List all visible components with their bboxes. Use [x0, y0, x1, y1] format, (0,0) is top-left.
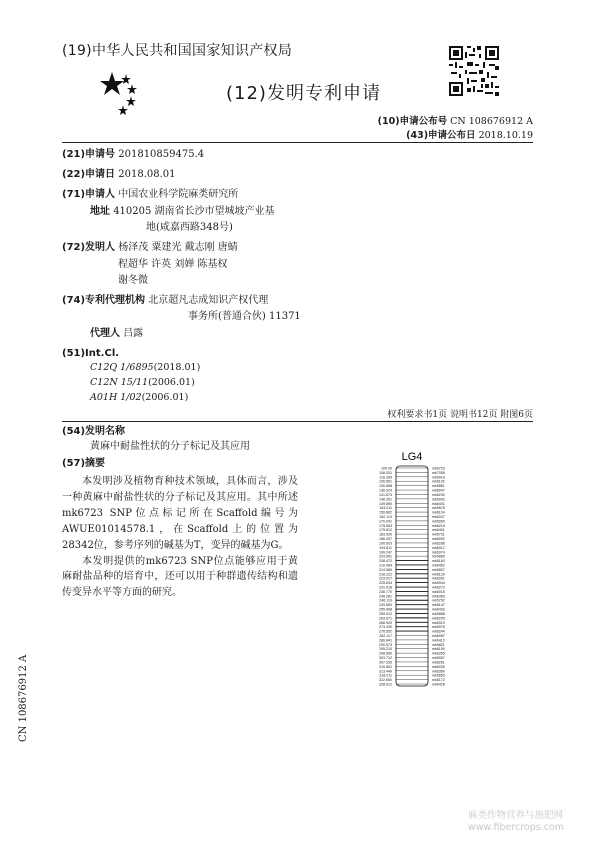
abstract-body — [62, 474, 298, 601]
address-field — [90, 205, 275, 218]
marker-position-label: 307.935 — [379, 660, 392, 665]
intcl-code: C12Q 1/6895 — [90, 362, 154, 373]
marker-position-label: 249.563 — [379, 603, 392, 608]
marker-position-label: 183.020 — [379, 532, 392, 537]
intcl-year: (2006.01) — [141, 392, 189, 403]
publication-date-row — [406, 127, 533, 141]
marker-position-label: 263.671 — [379, 616, 392, 621]
marker-position-label: 153.011 — [379, 506, 392, 511]
marker-position-label: 208.472 — [379, 559, 392, 564]
marker-position-label: 175.553 — [379, 523, 392, 528]
marker-name-label: mk6205 — [432, 616, 445, 621]
marker-name-label: mk6374 — [432, 550, 445, 555]
page-count-summary: 权利要求书1页 说明书12页 附图6页 — [387, 410, 533, 420]
marker-position-label: 236.770 — [379, 589, 392, 594]
marker-name-label: mk5807 — [432, 567, 445, 572]
publication-number-label: (10)申请公布号 — [377, 116, 448, 127]
marker-name-label: mk5853 — [432, 673, 445, 678]
marker-name-label: mk6012 — [432, 545, 445, 550]
publication-number-row — [378, 113, 533, 127]
application-number-label: (21)申请号 — [62, 149, 116, 160]
marker-name-label: mk5792 — [432, 598, 445, 603]
publication-date-label: (43)申请公布日 — [406, 130, 476, 141]
patent-agency-line-1: 北京超凡志成知识产权代理 — [148, 295, 269, 306]
marker-name-label: mk6047 — [432, 488, 445, 493]
marker-position-label: 225.634 — [379, 581, 392, 586]
marker-name-label: mk6087 — [432, 634, 445, 639]
marker-name-label: mk5918 — [432, 475, 445, 480]
abstract-paragraph: 本发明涉及植物育种技术领域，具体而言，涉及一种黄麻中耐盐性状的分子标记及其应用。其中所述mk6723 SNP位点标记所在Scaffold编号为AWUE01014578.1，在Scaffold上的位置为28342位，参考序列的碱基为T，变异的碱基为G。 — [62, 476, 298, 551]
marker-name-label: mk6273 — [432, 585, 445, 590]
marker-name-label: mk7055 — [432, 470, 445, 475]
intcl-year: (2018.01) — [153, 362, 201, 373]
marker-position-label: 162.110 — [379, 514, 392, 519]
application-date-field — [62, 168, 176, 181]
abstract-paragraph: 本发明提供的mk6723 SNP位点能够应用于黄麻耐盐品种的培育中，还可以用于种群遗传结构和遗传变异水平等方面的研究。 — [62, 555, 298, 599]
marker-name-label: mk6190 — [432, 647, 445, 652]
intcl-entry — [90, 392, 188, 403]
intcl-code: A01H 1/02 — [90, 392, 142, 403]
applicant: 中国农业科学院麻类研究所 — [118, 189, 239, 200]
marker-position-label: 240.281 — [379, 594, 392, 599]
side-publication-number: CN 108676912 A — [18, 654, 29, 742]
agent: 吕露 — [123, 328, 144, 339]
marker-name-label: mk5907 — [432, 656, 445, 661]
intcl-entry — [90, 362, 200, 373]
marker-name-label: mk5731 — [432, 532, 445, 537]
applicant-field — [62, 188, 238, 201]
linkage-group-title: LG4 — [401, 451, 423, 463]
applicant-label: (71)申请人 — [62, 189, 116, 200]
marker-name-label: mk6441 — [432, 501, 445, 506]
patent-agency-label: (74)专利代理机构 — [62, 295, 146, 306]
marker-position-label: 203.651 — [379, 554, 392, 559]
marker-name-label: mk6244 — [432, 629, 445, 634]
marker-name-label: mk6360 — [432, 594, 445, 599]
patent-agency-line-2: 事务所(普通合伙) 11371 — [188, 311, 301, 322]
application-date-label: (22)申请日 — [62, 169, 116, 180]
marker-name-label: mk6433 — [432, 607, 445, 612]
marker-name-label: mk6092 — [432, 537, 445, 542]
marker-name-label: mk6104 — [432, 510, 445, 515]
marker-position-label: 318.211 — [379, 673, 392, 678]
marker-position-label: 328.612 — [379, 682, 392, 687]
address-label: 地址 — [90, 206, 110, 217]
marker-name-label: mk6413 — [432, 638, 445, 643]
marker-name-label: mk5976 — [432, 625, 445, 630]
marker-name-label: mk6380 — [432, 669, 445, 674]
marker-name-label: mk6230 — [432, 492, 445, 497]
invention-title: 黄麻中耐盐性状的分子标记及其应用 — [90, 441, 250, 452]
marker-position-label: 295.210 — [379, 647, 392, 652]
marker-name-label: mk6337 — [432, 514, 445, 519]
marker-position-label: 156.862 — [379, 510, 392, 515]
marker-position-label: 259.012 — [379, 611, 392, 616]
intcl-year: (2006.01) — [148, 377, 195, 388]
inventors-line-2: 程超华 许英 刘婵 陈基权 — [118, 259, 228, 270]
marker-name-label: mk5944 — [432, 581, 445, 586]
agent-field — [90, 327, 143, 340]
marker-name-label: mk6319 — [432, 620, 445, 625]
marker-name-label: mk5889 — [432, 554, 445, 559]
marker-position-label: 210.064 — [379, 563, 392, 568]
marker-position-label: 194.811 — [379, 545, 392, 550]
marker-name-label: mk6172 — [432, 678, 445, 683]
intcl-label: (51)Int.Cl. — [62, 348, 120, 359]
watermark-site-name: 麻类作物营养与施肥网 — [468, 810, 564, 821]
publication-date: 2018.10.19 — [478, 130, 533, 141]
marker-position-label: 179.812 — [379, 528, 392, 533]
marker-position-label: 298.660 — [379, 651, 392, 656]
marker-position-label: 141.873 — [379, 492, 392, 497]
inventors-label: (72)发明人 — [62, 242, 116, 253]
marker-name-label: mk6129 — [432, 572, 445, 577]
inventors-line-1: 杨泽茂 粟建光 戴志刚 唐蜻 — [118, 242, 238, 253]
invention-title-label: (54)发明名称 — [62, 426, 126, 437]
marker-name-label: mk6102 — [432, 479, 445, 484]
marker-position-label: 106.031 — [379, 470, 392, 475]
marker-position-label: 186.437 — [379, 537, 392, 542]
marker-name-label: mk6147 — [432, 603, 445, 608]
marker-position-label: 214.580 — [379, 567, 392, 572]
marker-position-label: 255.008 — [379, 607, 392, 612]
marker-name-label: mk6286 — [432, 541, 445, 546]
intcl-entry — [90, 377, 195, 388]
marker-name-label: mk6035 — [432, 664, 445, 669]
marker-name-label: mk6218 — [432, 523, 445, 528]
marker-position-label: 100.00 — [381, 466, 392, 471]
marker-position-label: 268.920 — [379, 620, 392, 625]
marker-position-label: 130.858 — [379, 484, 392, 489]
marker-position-label: 290.573 — [379, 642, 392, 647]
linkage-map-figure — [320, 448, 495, 688]
marker-position-label: 149.890 — [379, 501, 392, 506]
marker-position-label: 199.247 — [379, 550, 392, 555]
marker-position-label: 116.265 — [379, 475, 392, 480]
marker-name-label: mk5821 — [432, 642, 445, 647]
application-number: 201810859475.4 — [118, 149, 205, 160]
application-date: 2018.08.01 — [118, 169, 176, 180]
marker-position-label: 170.041 — [379, 519, 392, 524]
header-rule — [62, 142, 533, 143]
marker-name-label: mk6401 — [432, 528, 445, 533]
marker-position-label: 126.651 — [379, 479, 392, 484]
website-watermark — [468, 810, 564, 834]
intcl-code: C12N 15/11 — [90, 377, 149, 388]
address-line-2: 地(咸嘉西路348号) — [146, 222, 233, 233]
marker-name-label: mk5876 — [432, 506, 445, 511]
marker-name-label: mk5861 — [432, 484, 445, 489]
publication-number: CN 108676912 A — [450, 116, 533, 127]
inventors-line-3: 谢冬微 — [118, 275, 148, 286]
biblio-rule — [62, 421, 533, 422]
qr-code — [449, 46, 499, 96]
marker-position-label: 231.018 — [379, 585, 392, 590]
agent-label: 代理人 — [90, 328, 120, 339]
document-type: (12)发明专利申请 — [226, 83, 381, 104]
stars-seal-emblem — [92, 62, 152, 122]
marker-position-label: 310.602 — [379, 664, 392, 669]
marker-position-label: 282.117 — [379, 634, 392, 639]
marker-position-label: 136.524 — [379, 488, 392, 493]
marker-position-label: 148.351 — [379, 497, 392, 502]
marker-position-label: 278.552 — [379, 629, 392, 634]
marker-position-label: 322.650 — [379, 678, 392, 683]
marker-name-label: mk5993 — [432, 497, 445, 502]
inventors-field — [62, 241, 238, 254]
marker-name-label: mk5950 — [432, 519, 445, 524]
watermark-url: www.fibercrops.com — [468, 822, 565, 833]
marker-position-label: 190.003 — [379, 541, 392, 546]
marker-name-label: mk5868 — [432, 611, 445, 616]
marker-position-label: 246.110 — [379, 598, 392, 603]
marker-name-label: mk6452 — [432, 563, 445, 568]
marker-name-label: mk6723 — [432, 466, 445, 471]
patent-agency-field — [62, 294, 268, 307]
issuing-office: (19)中华人民共和国国家知识产权局 — [62, 43, 293, 59]
marker-name-label: mk6391 — [432, 576, 445, 581]
marker-position-label: 223.917 — [379, 576, 392, 581]
address-line-1: 410205 湖南省长沙市望城坡产业基 — [113, 206, 275, 217]
marker-position-label: 218.222 — [379, 572, 392, 577]
marker-position-label: 303.712 — [379, 656, 392, 661]
abstract-label: (57)摘要 — [62, 458, 106, 469]
marker-name-label: mk6163 — [432, 559, 445, 564]
marker-name-label: mk6261 — [432, 660, 445, 665]
application-number-field — [62, 148, 204, 161]
marker-name-label: mk6355 — [432, 651, 445, 656]
marker-position-label: 273.430 — [379, 625, 392, 630]
marker-position-label: 286.841 — [379, 638, 392, 643]
marker-name-label: mk6018 — [432, 589, 445, 594]
marker-name-label: mk6426 — [432, 682, 445, 687]
marker-position-label: 313.440 — [379, 669, 392, 674]
